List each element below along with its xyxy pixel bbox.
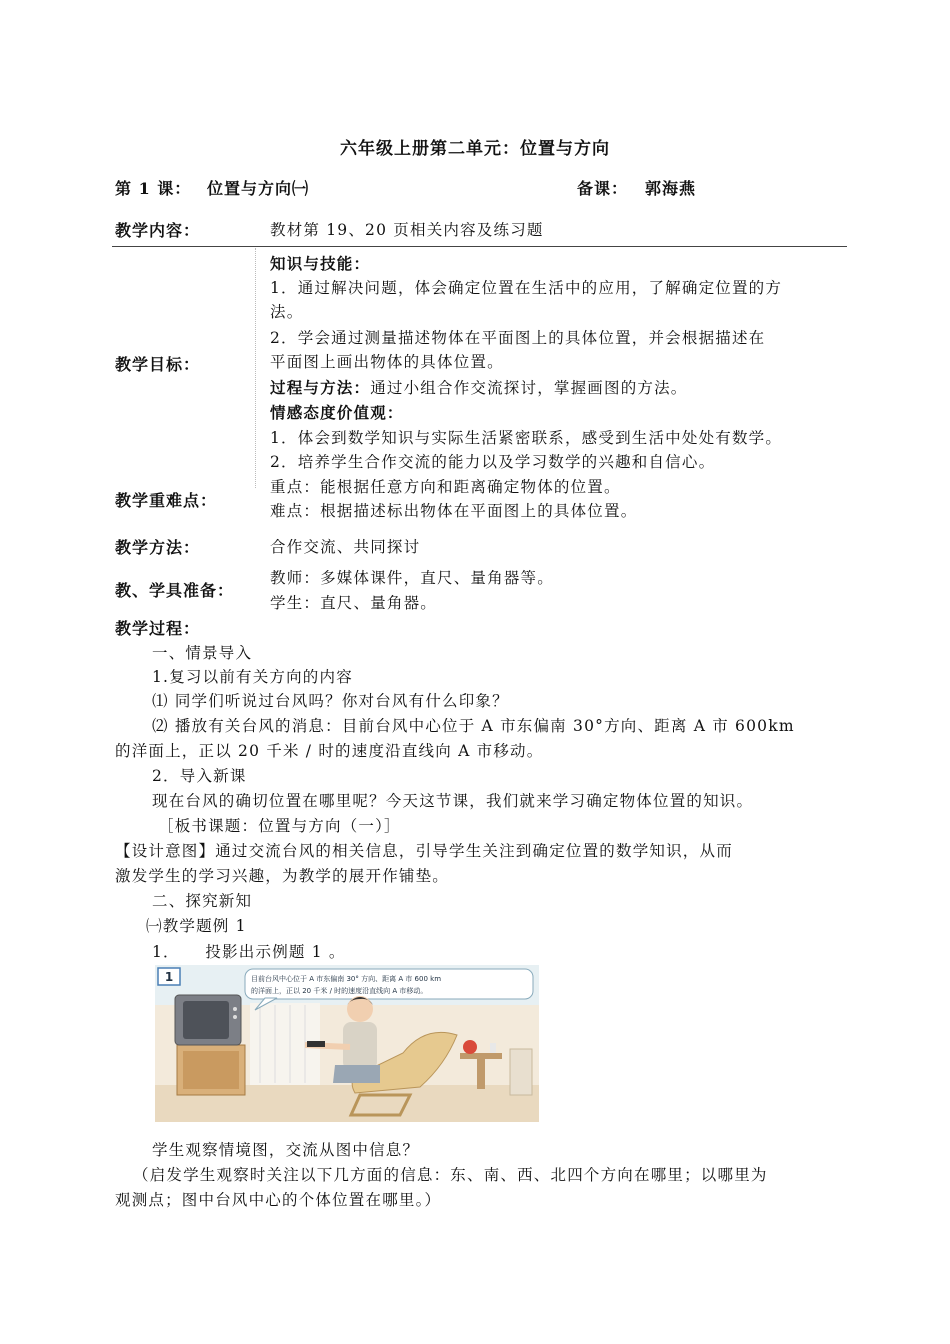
guidance-note: （启发学生观察时关注以下几方面的信息：东、南、西、北四个方向在哪里；以哪里为: [133, 1166, 768, 1184]
tools-label: 教、学具准备：: [115, 581, 235, 600]
board-title: ［板书课题：位置与方向（一）］: [158, 817, 401, 835]
knowledge-heading: 知识与技能：: [270, 254, 371, 273]
example-illustration: [155, 965, 539, 1122]
prep-name: 郭海燕: [645, 179, 697, 198]
page-title: 六年级上册第二单元：位置与方向: [340, 139, 610, 159]
emotion-item-1: 1．体会到数学知识与实际生活紧密联系，感受到生活中处处有数学。: [270, 429, 783, 447]
content-text: 教材第 19、20 页相关内容及练习题: [270, 221, 544, 239]
lesson-label: 第 1 课：: [115, 179, 192, 198]
question-2: ⑵ 播放有关台风的消息：目前台风中心位于 A 市东偏南 30°方向、距离 A 市 600km: [152, 717, 795, 735]
knowledge-item-1-cont: 法。: [270, 303, 304, 321]
emotion-item-2: 2．培养学生合作交流的能力以及学习数学的兴趣和自信心。: [270, 453, 716, 471]
knowledge-item-1: 1．通过解决问题，体会确定位置在生活中的应用，了解确定位置的方: [270, 279, 783, 297]
example-step-1: 1． 投影出示例题 1 。: [152, 943, 346, 961]
process-text: 通过小组合作交流探讨，掌握画图的方法。: [370, 379, 688, 397]
question-1: ⑴ 同学们听说过台风吗？你对台风有什么印象？: [152, 692, 509, 710]
bubble-line-2: 的洋面上，正以 20 千米 / 时的速度沿直线向 A 市移动。: [251, 987, 428, 995]
process-heading: 过程与方法：: [270, 378, 371, 397]
lesson-title: 位置与方向㈠: [207, 179, 310, 198]
key-point: 重点：能根据任意方向和距离确定物体的位置。: [270, 478, 621, 496]
tools-student: 学生：直尺、量角器。: [270, 594, 438, 612]
section-2-heading: 二、探究新知: [152, 892, 253, 910]
intro-heading: 2．导入新课: [152, 767, 247, 785]
question-2-cont: 的洋面上，正以 20 千米 / 时的速度沿直线向 A 市移动。: [115, 742, 544, 760]
key-label: 教学重难点：: [115, 491, 218, 510]
example-heading: ㈠教学题例 1: [146, 917, 247, 935]
example-badge: 1: [164, 970, 174, 984]
knowledge-item-2: 2．学会通过测量描述物体在平面图上的具体位置，并会根据描述在: [270, 329, 766, 347]
method-text: 合作交流、共同探讨: [270, 538, 421, 556]
bubble-line-1: 目前台风中心位于 A 市东偏南 30° 方向、距离 A 市 600 km: [251, 975, 442, 983]
tools-teacher: 教师：多媒体课件，直尺、量角器等。: [270, 569, 554, 587]
intro-text: 现在台风的确切位置在哪里呢？今天这节课，我们就来学习确定物体位置的知识。: [152, 792, 754, 810]
table-column-divider: [255, 248, 256, 488]
living-room-scene-image: [155, 965, 539, 1122]
table-top-rule: [112, 246, 847, 247]
difficult-point: 难点：根据描述标出物体在平面图上的具体位置。: [270, 502, 638, 520]
process-label: 教学过程：: [115, 619, 201, 638]
emotion-heading: 情感态度价值观：: [270, 403, 404, 422]
section-1-heading: 一、情景导入: [152, 644, 253, 662]
goals-label: 教学目标：: [115, 355, 201, 374]
design-intent: 【设计意图】通过交流台风的相关信息，引导学生关注到确定位置的数学知识，从而: [115, 842, 733, 860]
process-goal: [270, 376, 688, 398]
method-label: 教学方法：: [115, 538, 201, 557]
observe-instruction: 学生观察情境图，交流从图中信息？: [152, 1141, 420, 1159]
review-heading: 1.复习以前有关方向的内容: [152, 668, 353, 686]
design-intent-cont: 激发学生的学习兴趣，为教学的展开作铺垫。: [115, 867, 450, 885]
guidance-note-cont: 观测点；图中台风中心的个体位置在哪里。）: [115, 1191, 442, 1209]
knowledge-item-2-cont: 平面图上画出物体的具体位置。: [270, 353, 504, 371]
prep-label: 备课：: [577, 179, 629, 198]
content-label: 教学内容：: [115, 221, 201, 240]
